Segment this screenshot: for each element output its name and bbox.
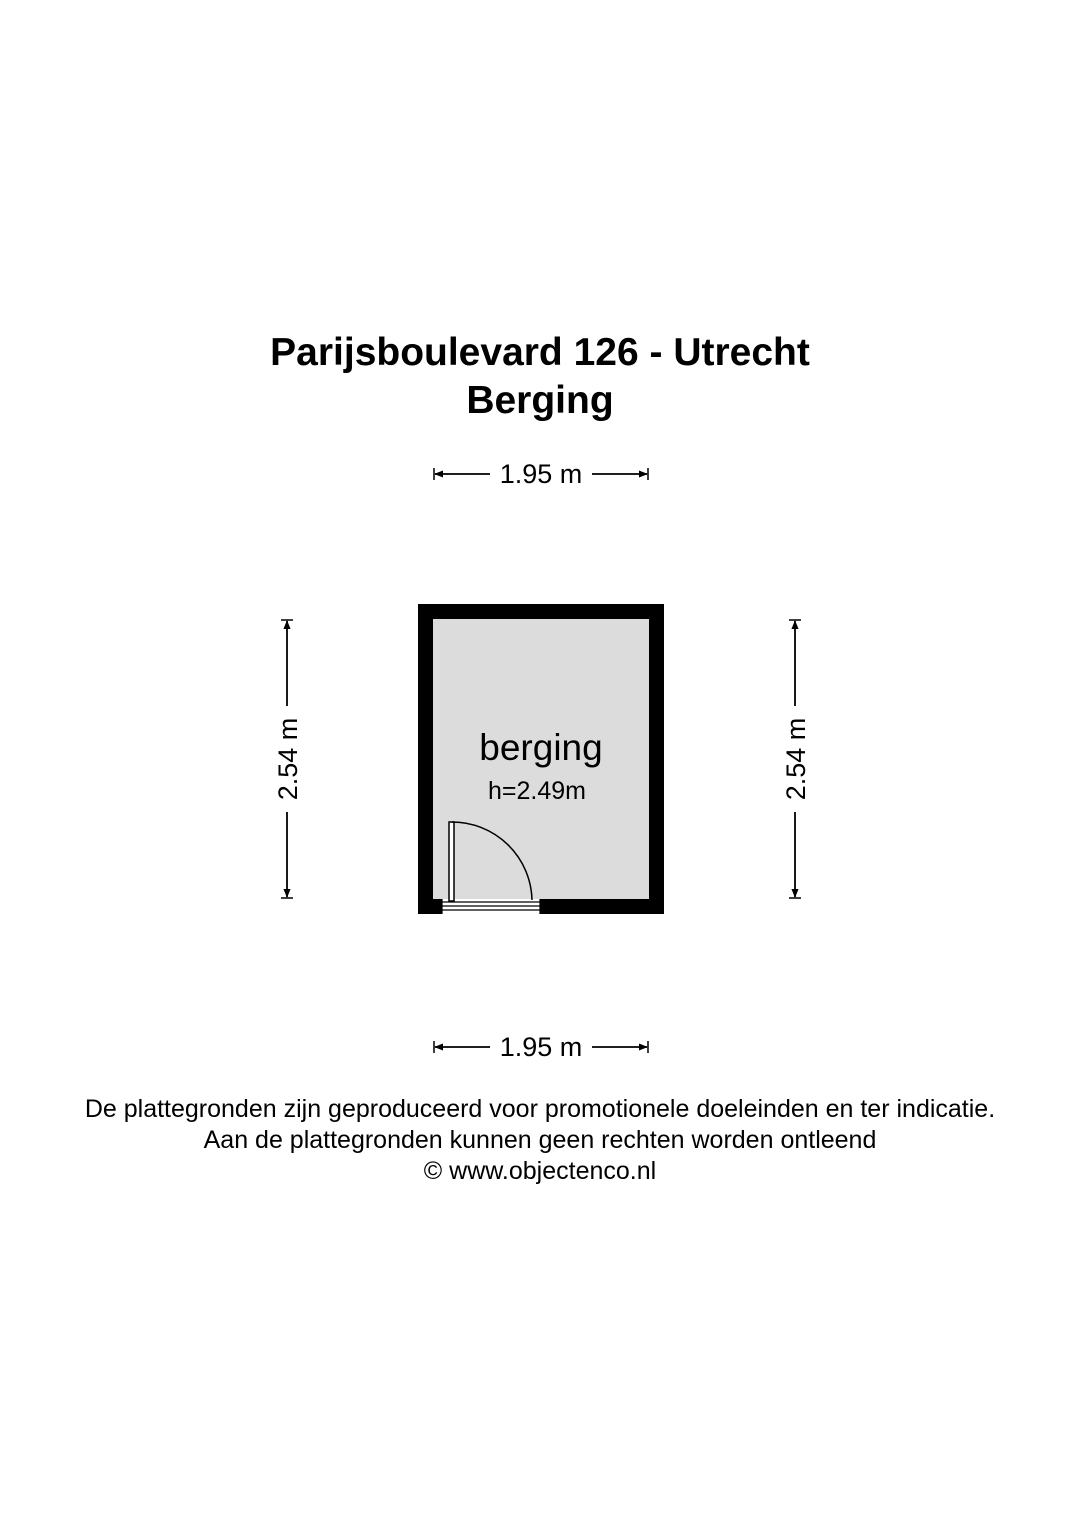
bottom-width-dimension: [434, 1032, 648, 1062]
top-width-label: 1.95 m: [499, 459, 583, 489]
plan-subtitle: Berging: [466, 379, 614, 422]
disclaimer-line-1: De plattegronden zijn geproduceerd voor promotionele doeleinden en ter indicatie.: [84, 1095, 996, 1123]
wall-top: [418, 604, 664, 619]
wall-left: [418, 604, 433, 914]
right-height-label: 2.54 m: [781, 717, 811, 801]
disclaimer-line-2: Aan de plattegronden kunnen geen rechten worden ontleend: [203, 1126, 877, 1154]
left-height-dimension: [273, 620, 303, 898]
room-name: berging: [479, 727, 603, 768]
right-height-dimension: [781, 620, 811, 898]
top-width-dimension: [434, 459, 648, 489]
copyright-line: © www.objectenco.nl: [423, 1157, 657, 1185]
room-berging: [418, 604, 664, 914]
wall-right: [649, 604, 664, 914]
plan-title: Parijsboulevard 126 - Utrecht: [270, 331, 810, 374]
door-threshold: [442, 899, 540, 914]
bottom-width-label: 1.95 m: [499, 1032, 583, 1062]
left-height-label: 2.54 m: [273, 717, 303, 801]
wall-bottom-left: [418, 899, 442, 914]
wall-bottom-right: [540, 899, 664, 914]
room-height: h=2.49m: [488, 777, 586, 805]
